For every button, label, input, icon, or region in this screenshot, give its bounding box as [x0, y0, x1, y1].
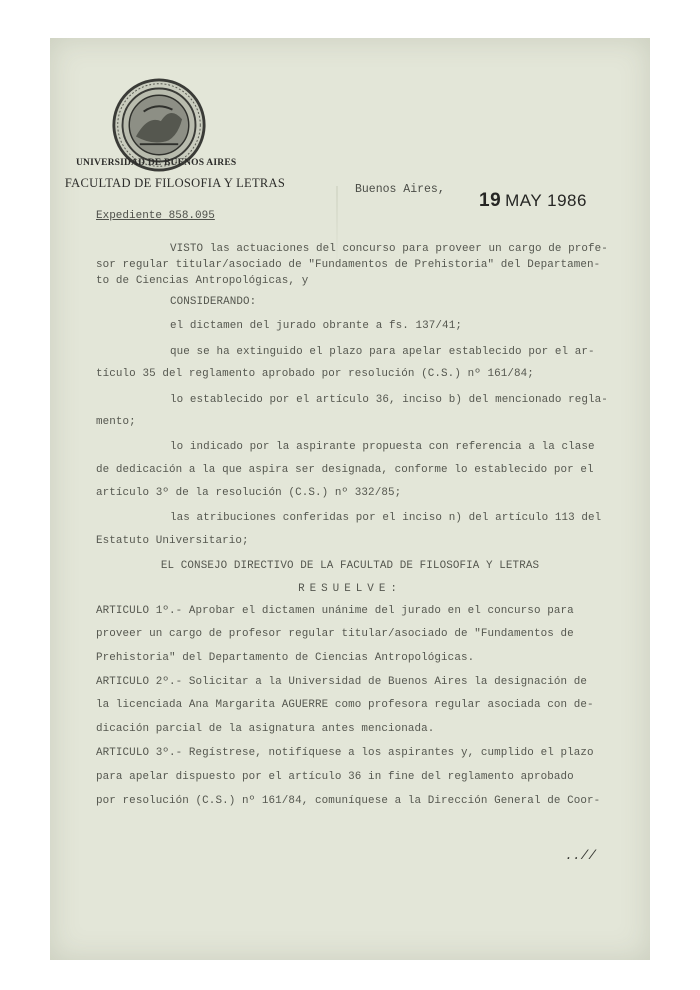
- considerando-line: lo indicado por la aspirante propuesta con referencia a la clase: [170, 441, 595, 453]
- considerando-line: mento;: [96, 416, 136, 428]
- articulo-line: ARTICULO 1º.- Aprobar el dictamen unánime del jurado en el concurso para: [96, 605, 574, 617]
- considerando-line: lo establecido por el artículo 36, inciso b) del mencionado regla-: [170, 394, 608, 406]
- continuation-marker: ..//: [565, 848, 597, 863]
- articulo-line: Prehistoria" del Departamento de Ciencias Antropológicas.: [96, 652, 475, 664]
- considerando-line: que se ha extinguido el plazo para apelar establecido por el ar-: [170, 346, 595, 358]
- articulo-line: proveer un cargo de profesor regular titular/asociado de "Fundamentos de: [96, 628, 574, 640]
- articulo-line: para apelar dispuesto por el artículo 36 in fine del reglamento aprobado: [96, 771, 574, 783]
- expediente-number: Expediente 858.095: [96, 210, 215, 222]
- university-name: UNIVERSIDAD DE BUENOS AIRES: [76, 158, 237, 168]
- date-month-year: MAY 1986: [505, 191, 587, 210]
- document-page: [50, 38, 650, 960]
- faculty-name: FACULTAD DE FILOSOFIA Y LETRAS: [64, 176, 286, 190]
- city-label: Buenos Aires,: [355, 183, 445, 196]
- date-day: 19: [479, 190, 502, 211]
- consejo-heading: EL CONSEJO DIRECTIVO DE LA FACULTAD DE FILOSOFIA Y LETRAS: [160, 560, 540, 572]
- resolution-body: [50, 38, 650, 960]
- considerando-line: las atribuciones conferidas por el inciso n) del artículo 113 del: [170, 512, 602, 524]
- articulo-line: ARTICULO 2º.- Solicitar a la Universidad de Buenos Aires la designación de: [96, 676, 588, 688]
- considerando-line: Estatuto Universitario;: [96, 535, 249, 547]
- considerando-line: artículo 3º de la resolución (C.S.) nº 332/85;: [96, 487, 402, 499]
- visto-line: to de Ciencias Antropológicas, y: [96, 275, 309, 287]
- considerando-line: el dictamen del jurado obrante a fs. 137/41;: [170, 320, 462, 332]
- resuelve-heading: RESUELVE:: [298, 583, 402, 595]
- articulo-line: por resolución (C.S.) nº 161/84, comuníquese a la Dirección General de Coor-: [96, 795, 601, 807]
- considerando-heading: CONSIDERANDO:: [170, 296, 257, 308]
- visto-line: sor regular titular/asociado de "Fundamentos de Prehistoria" del Departamen-: [96, 259, 601, 271]
- articulo-line: la licenciada Ana Margarita AGUERRE como profesora regular asociada con de-: [96, 699, 594, 711]
- articulo-line: ARTICULO 3º.- Regístrese, notifíquese a los aspirantes y, cumplido el plazo: [96, 747, 594, 759]
- visto-line: VISTO las actuaciones del concurso para proveer un cargo de profe-: [170, 243, 608, 255]
- considerando-line: tículo 35 del reglamento aprobado por resolución (C.S.) nº 161/84;: [96, 368, 534, 380]
- articulo-line: dicación parcial de la asignatura antes mencionada.: [96, 723, 435, 735]
- considerando-line: de dedicación a la que aspira ser designada, conforme lo establecido por el: [96, 464, 594, 476]
